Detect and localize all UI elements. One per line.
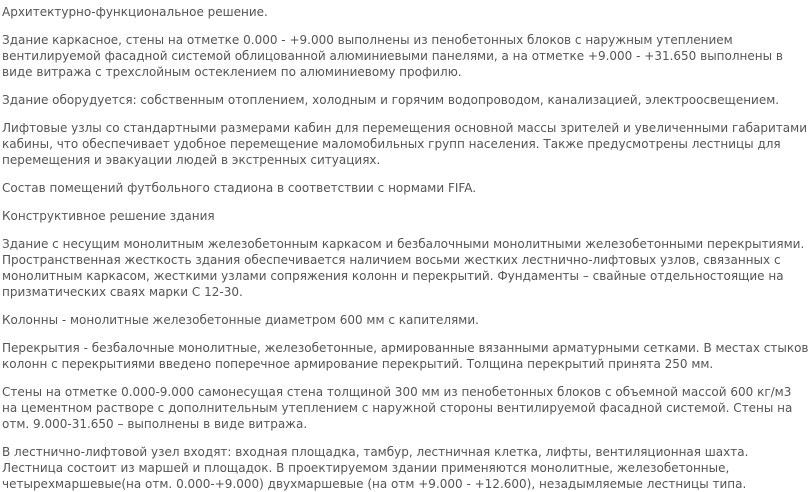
text-line: четырехмаршевые(на отм. 0.000-+9.000) двухмаршевые (на отм +9.000 - +12.600), незадымляемые лестницы типа.	[2, 477, 747, 491]
text-line: Конструктивное решение здания	[2, 209, 215, 223]
paragraph-elevators	[2, 120, 807, 168]
text-line: Состав помещений футбольного стадиона в соответствии с нормами FIFA.	[2, 181, 477, 195]
text-line: монолитным каркасом, жесткими узлами сопряжения колонн и перекрытий. Фундаменты – свайные отдельностоящие на	[2, 269, 784, 283]
paragraph-frame-rigidity	[2, 236, 805, 300]
text-line: на цементном растворе с дополнительным утеплением с наружной стороны вентилируемой фасадной системой. Стены на	[2, 401, 793, 415]
text-line: перемещения и эвакуации людей в экстренных ситуациях.	[2, 153, 381, 167]
paragraph-stair-elevator-unit	[2, 444, 749, 492]
paragraph-walls	[2, 384, 793, 432]
text-line: Здание оборудуется: собственным отоплением, холодным и горячим водопроводом, канализацией, электроосвещением.	[2, 93, 780, 107]
text-line: Лифтовые узлы со стандартными размерами кабин для перемещения основной массы зрителей и увеличенными габаритами	[2, 121, 807, 135]
paragraph-heading-architectural	[2, 4, 700, 20]
paragraph-heading-structural	[2, 208, 700, 224]
text-line: Здание с несущим монолитным железобетонным каркасом и безбалочными монолитными железобетонными перекрытиями.	[2, 237, 805, 251]
paragraph-utilities	[2, 92, 780, 108]
text-line: вентилируемой фасадной системой облицованной алюминиевыми панелями, а на отметке +9.000 - +31.650 выполнены в	[2, 49, 783, 63]
text-line: Лестница состоит из маршей и площадок. В проектируемом здании применяются монолитные, железобетонные,	[2, 461, 730, 475]
text-line: Колонны - монолитные железобетонные диаметром 600 мм с капителями.	[2, 313, 479, 327]
text-line: Перекрытия - безбалочные монолитные, железобетонные, армированные вязанными арматурными сетками. В местах стыков	[2, 341, 809, 355]
text-line: колонн с перекрытиями введено поперечное армирование перекрытий. Толщина перекрытий принята 250 мм.	[2, 357, 714, 371]
text-line: Пространственная жесткость здания обеспечивается наличием восьми жестких лестнично-лифтовых узлов, связанных с	[2, 253, 781, 267]
paragraph-slabs	[2, 340, 809, 372]
text-line: призматических сваях марки С 12-30.	[2, 285, 243, 299]
text-line: кабины, что обеспечивает удобное перемещение маломобильных групп населения. Также предусмотрены лестницы для	[2, 137, 781, 151]
text-line: Стены на отметке 0.000-9.000 самонесущая стена толщиной 300 мм из пенобетонных блоков с объемной массой 600 кг/м3	[2, 385, 792, 399]
paragraph-frame-walls	[2, 32, 783, 80]
text-line: В лестнично-лифтовой узел входят: входная площадка, тамбур, лестничная клетка, лифты, вентиляционная шахта.	[2, 445, 749, 459]
text-line: отм. 9.000-31.650 – выполнены в виде витража.	[2, 417, 308, 431]
text-line: Архитектурно-функциональное решение.	[2, 5, 268, 19]
paragraph-fifa-rooms	[2, 180, 700, 196]
text-line: виде витража с трехслойным остеклением по алюминиевому профилю.	[2, 65, 462, 79]
text-line: Здание каркасное, стены на отметке 0.000 - +9.000 выполнены из пенобетонных блоков с наружным утеплением	[2, 33, 733, 47]
paragraph-columns	[2, 312, 700, 328]
